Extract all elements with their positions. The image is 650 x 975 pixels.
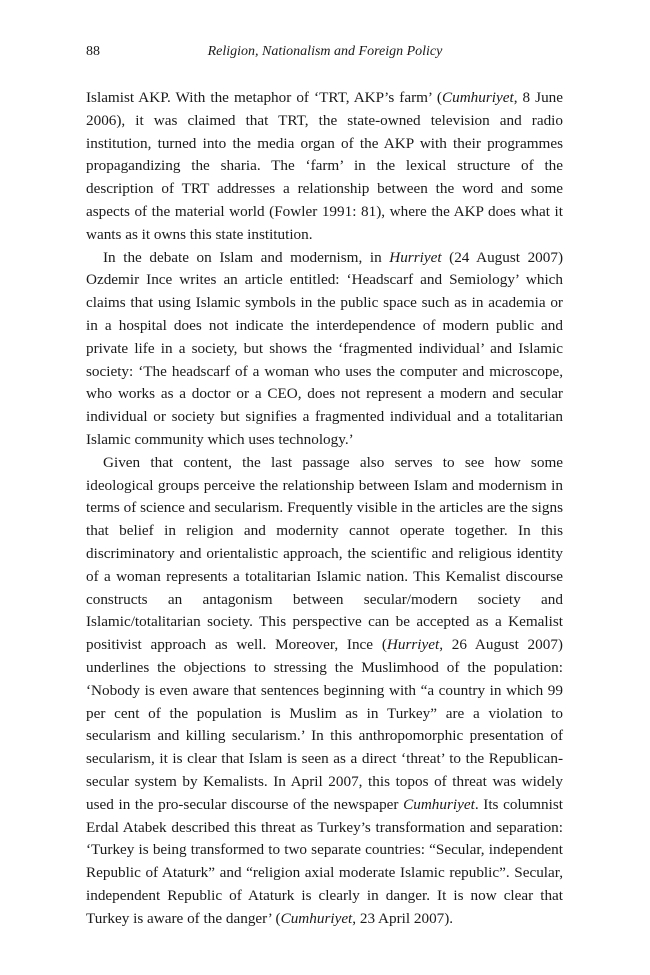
text-run: In the debate on Islam and modernism, in	[103, 248, 390, 266]
text-run: , 8 June 2006), it was claimed that TRT, the state-owned television and radio institution, turned into the media organ of the AKP with their programmes propagandizing the sharia. The ‘farm’ in the lexical structure of the description of TRT addresses a relationship between the word and some aspects of the material world (Fowler 1991: 81), where the AKP does what it wants as it owns this state institution.	[86, 89, 563, 243]
italic-citation: Cumhuriyet	[441, 89, 514, 106]
text-run: , 26 August 2007) underlines the objections to stressing the Muslimhood of the population: ‘Nobody is even aware that sentences beginning with “a country in which 99 per cent of the population is Muslim as in Turkey” are a violation to secularism and killing secularism.’ In this anthropomorphic presentation of secularism, it is clear that Islam is seen as a direct ‘threat’ to the Republican-secular system by Kemalists. In April 2007, this topos of threat was widely used in the pro-secular discourse of the newspaper	[86, 636, 563, 813]
page-number: 88	[86, 44, 100, 59]
body-text	[86, 87, 563, 930]
text-run: Islamist AKP. With the metaphor of ‘TRT, AKP’s farm’ (	[86, 89, 442, 106]
text-run: , 23 April 2007).	[352, 909, 454, 927]
italic-citation: Hurriyet	[386, 636, 440, 654]
text-run: . Its columnist Erdal Atabek described this threat as Turkey’s transformation and separation: ‘Turkey is being transformed to two separate countries: “Secular, independent Republic of Ataturk” and “religion axial moderate Islamic republic”. Secular, independent Republic of Ataturk is clearly in danger. It is now clear that Turkey is aware of the danger’ (	[86, 795, 563, 927]
italic-citation: Cumhuriyet	[280, 909, 353, 927]
italic-citation: Hurriyet	[389, 248, 442, 266]
page-header	[86, 44, 564, 66]
text-run: (24 August 2007) Ozdemir Ince writes an article entitled: ‘Headscarf and Semiology’ which claims that using Islamic symbols in the public space such as in academia or in a hospital does not indicate the interdependence of modern public and private life in a society, but shows the ‘fragmented individual’ and Islamic society: ‘The headscarf of a woman who uses the computer and microscope, who works as a doctor or a CEO, does not represent a modern and secular individual or society but signifies a fragmented individual and a totalitarian Islamic community which uses technology.’	[86, 248, 564, 448]
paragraph	[86, 247, 563, 452]
italic-citation: Cumhuriyet	[403, 795, 475, 813]
running-title: Religion, Nationalism and Foreign Policy	[207, 44, 443, 59]
text-run: Given that content, the last passage also serves to see how some ideological groups perceive the relationship between Islam and modernism in terms of science and secularism. Frequently visible in the articles are the signs that belief in religion and modernity cannot operate together. In this discriminatory and orientalistic approach, the scientific and religious identity of a woman represents a totalitarian Islamic nation. This Kemalist discourse constructs an antagonism between secular/modern society and Islamic/totalitarian society. This perspective can be accepted as a Kemalist positivist approach as well. Moreover, Ince (	[86, 453, 563, 654]
paragraph	[86, 452, 563, 931]
paragraph	[86, 87, 563, 247]
